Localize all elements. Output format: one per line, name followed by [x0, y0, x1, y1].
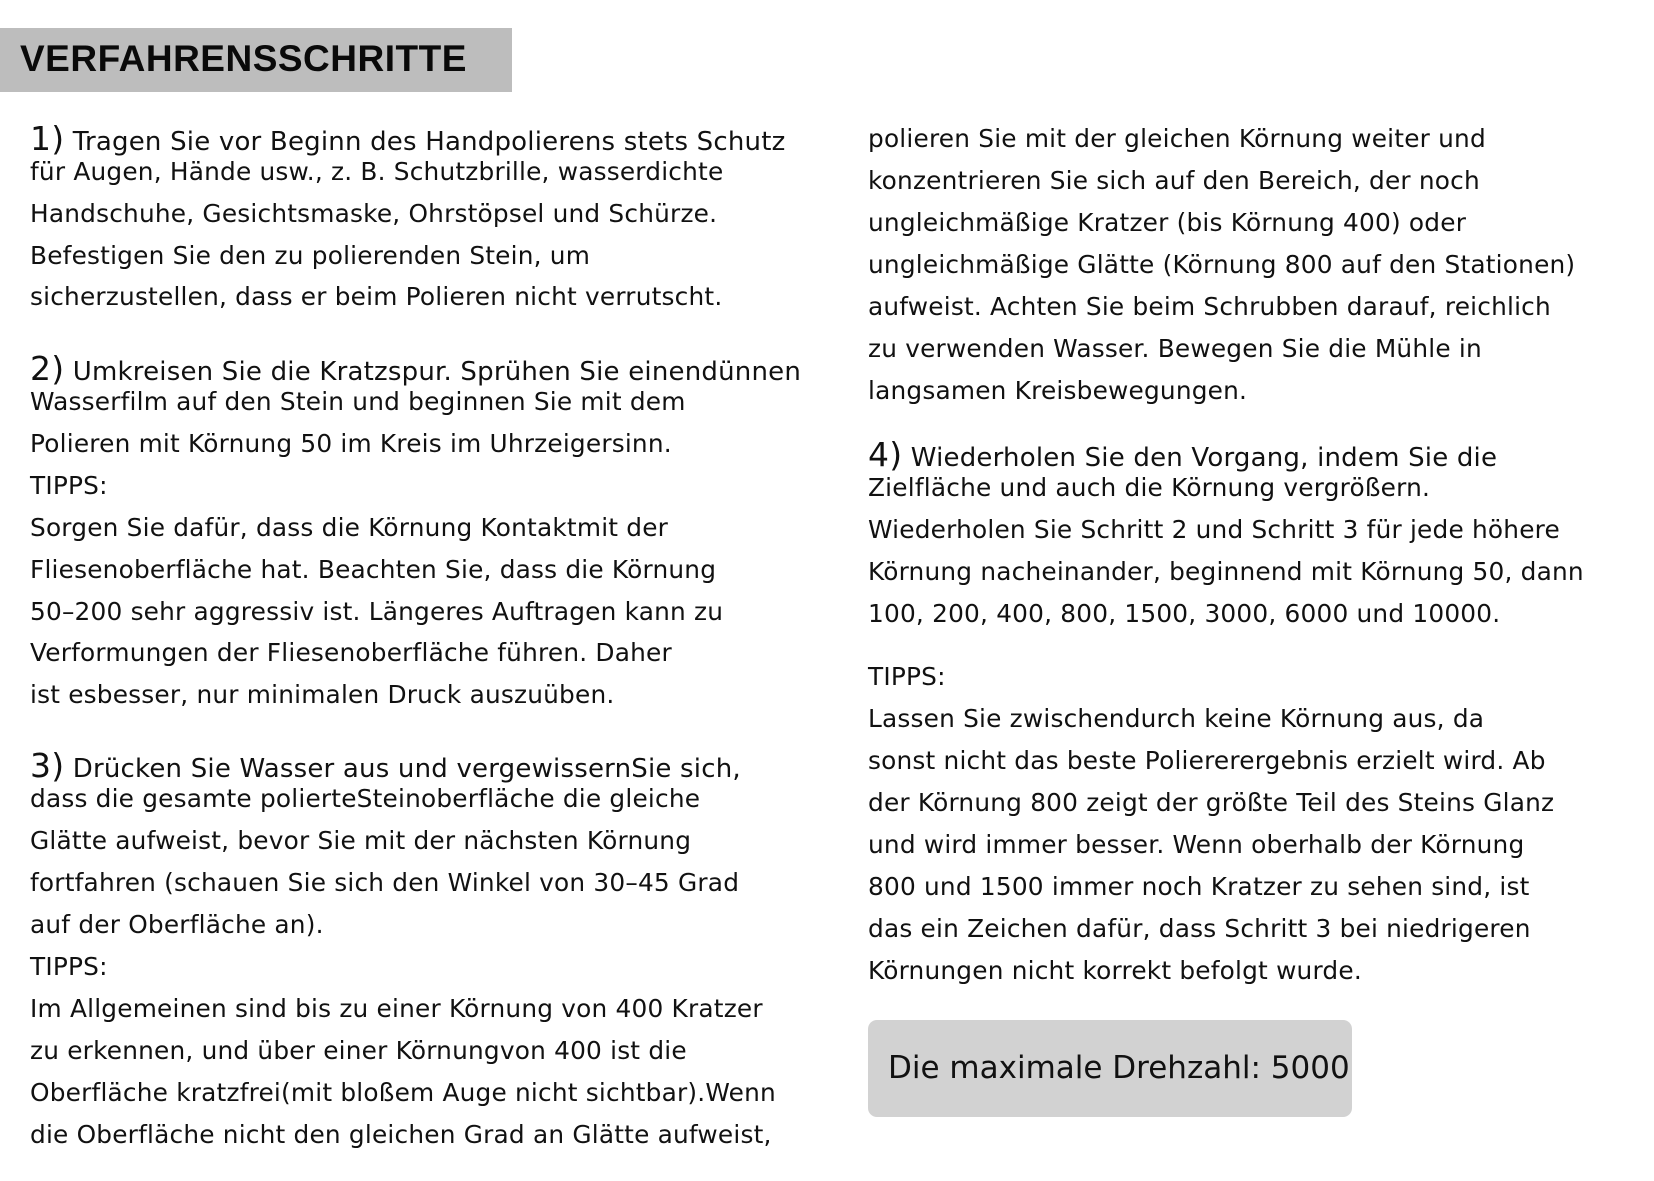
step-2-line: Wasserfilm auf den Stein und beginnen Sie mit dem	[30, 387, 686, 416]
step-2-tip-line: Verformungen der Fliesenoberfläche führen. Daher	[30, 638, 672, 667]
tips-heading: TIPPS:	[868, 662, 946, 691]
step-1-line: Befestigen Sie den zu polierenden Stein, um	[30, 241, 591, 270]
step-3-line: 3) Drücken Sie Wasser aus und vergewissernSie sich,	[30, 746, 741, 785]
step-3-tip-line: Oberfläche kratzfrei(mit bloßem Auge nicht sichtbar).Wenn	[30, 1078, 776, 1107]
step-3-tip-line: langsamen Kreisbewegungen.	[868, 376, 1248, 405]
page-title: VERFAHRENSSCHRITTE	[20, 38, 467, 79]
step-2-tip-line: ist esbesser, nur minimalen Druck auszuüben.	[30, 680, 615, 709]
step-2-tip-line: Fliesenoberfläche hat. Beachten Sie, dass die Körnung	[30, 555, 717, 584]
step-4-tip-line: Lassen Sie zwischendurch keine Körnung aus, da	[868, 704, 1485, 733]
step-3-line: auf der Oberfläche an).	[30, 910, 324, 939]
step-3-tip-line: ungleichmäßige Kratzer (bis Körnung 400) oder	[868, 208, 1467, 237]
step-1-line: 1) Tragen Sie vor Beginn des Handpolierens stets Schutz	[30, 119, 786, 158]
step-2-tip-line: 50–200 sehr aggressiv ist. Längeres Auftragen kann zu	[30, 597, 724, 626]
step-3-tip-line: zu verwenden Wasser. Bewegen Sie die Mühle in	[868, 334, 1482, 363]
step-4-tip-line: der Körnung 800 zeigt der größte Teil des Steins Glanz	[868, 788, 1555, 817]
step-1-line: für Augen, Hände usw., z. B. Schutzbrille, wasserdichte	[30, 157, 724, 186]
step-3-line: dass die gesamte polierteSteinoberfläche die gleiche	[30, 784, 701, 813]
max-speed-note: Die maximale Drehzahl: 5000	[888, 1050, 1350, 1086]
step-4-line: Körnung nacheinander, beginnend mit Körnung 50, dann	[868, 557, 1584, 586]
step-4-tip-line: das ein Zeichen dafür, dass Schritt 3 bei niedrigeren	[868, 914, 1531, 943]
step-2-line: Polieren mit Körnung 50 im Kreis im Uhrzeigersinn.	[30, 429, 672, 458]
tips-heading: TIPPS:	[30, 471, 108, 500]
step-2-tip-line: Sorgen Sie dafür, dass die Körnung Kontaktmit der	[30, 513, 669, 542]
step-4-tip-line: 800 und 1500 immer noch Kratzer zu sehen sind, ist	[868, 872, 1530, 901]
tips-heading: TIPPS:	[30, 952, 108, 981]
step-3-tip-line: Im Allgemeinen sind bis zu einer Körnung von 400 Kratzer	[30, 994, 763, 1023]
step-4-line: 4) Wiederholen Sie den Vorgang, indem Sie die	[868, 435, 1498, 474]
step-4-tip-line: Körnungen nicht korrekt befolgt wurde.	[868, 956, 1362, 985]
step-4-line: Wiederholen Sie Schritt 2 und Schritt 3 für jede höhere	[868, 515, 1560, 544]
step-4-line: Zielfläche und auch die Körnung vergrößern.	[868, 473, 1431, 502]
step-3-tip-line: polieren Sie mit der gleichen Körnung weiter und	[868, 124, 1486, 153]
step-1-line: Handschuhe, Gesichtsmaske, Ohrstöpsel und Schürze.	[30, 199, 718, 228]
step-3-line: fortfahren (schauen Sie sich den Winkel von 30–45 Grad	[30, 868, 740, 897]
step-3-line: Glätte aufweist, bevor Sie mit der nächsten Körnung	[30, 826, 692, 855]
step-1-line: sicherzustellen, dass er beim Polieren nicht verrutscht.	[30, 282, 723, 311]
step-4-tip-line: sonst nicht das beste Poliererergebnis erzielt wird. Ab	[868, 746, 1546, 775]
step-4-line: 100, 200, 400, 800, 1500, 3000, 6000 und 10000.	[868, 599, 1501, 628]
step-3-tip-line: zu erkennen, und über einer Körnungvon 400 ist die	[30, 1036, 687, 1065]
step-3-tip-line: aufweist. Achten Sie beim Schrubben darauf, reichlich	[868, 292, 1551, 321]
step-3-tip-line: konzentrieren Sie sich auf den Bereich, der noch	[868, 166, 1480, 195]
step-3-tip-line: ungleichmäßige Glätte (Körnung 800 auf den Stationen)	[868, 250, 1576, 279]
step-4-tip-line: und wird immer besser. Wenn oberhalb der Körnung	[868, 830, 1525, 859]
step-3-tip-line: die Oberfläche nicht den gleichen Grad an Glätte aufweist,	[30, 1120, 772, 1149]
step-2-line: 2) Umkreisen Sie die Kratzspur. Sprühen Sie einendünnen	[30, 349, 802, 388]
